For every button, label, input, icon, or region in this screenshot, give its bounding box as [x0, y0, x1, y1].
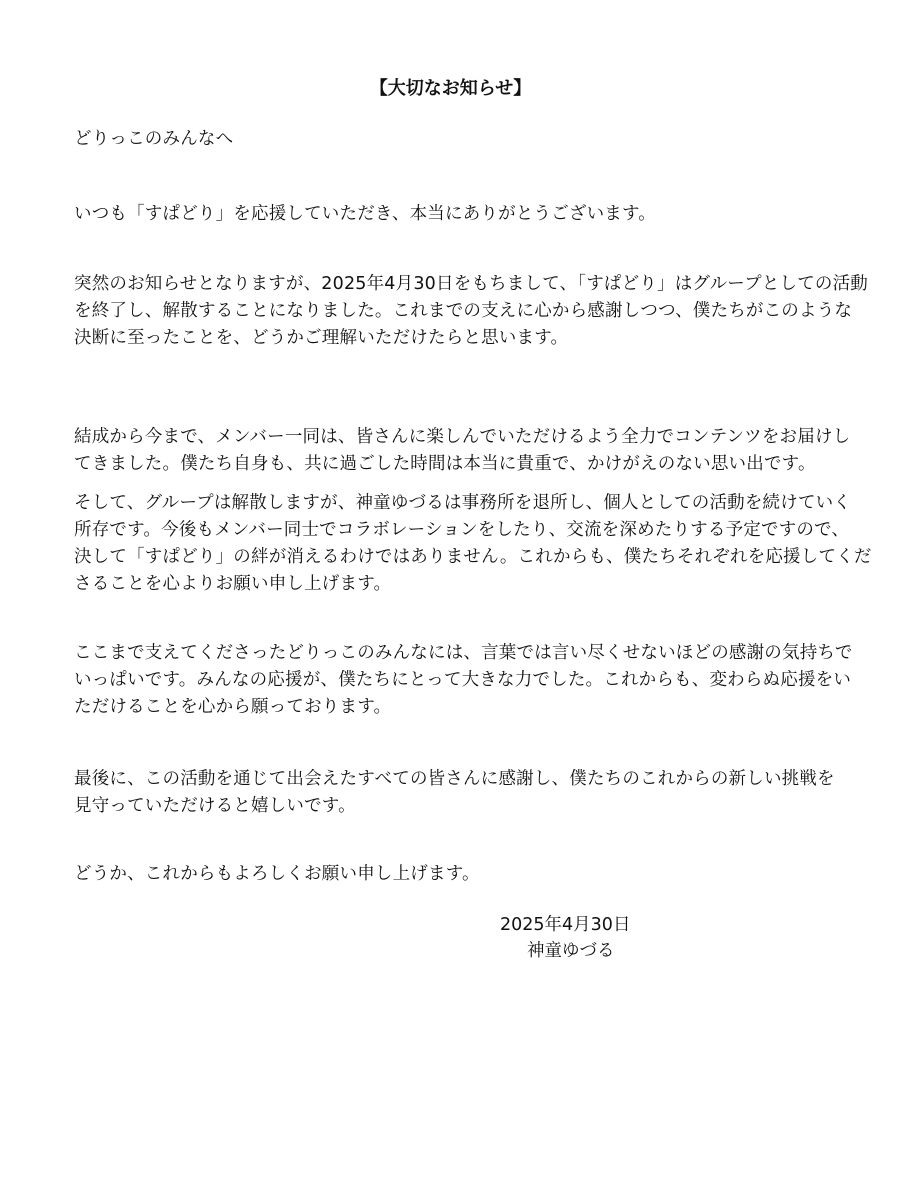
paragraph-line: ただけることを心から願っております。 — [74, 697, 392, 717]
paragraph-line: ここまで支えてくださったどりっこのみんなには、言葉では言い尽くせないほどの感謝の気持ちで — [74, 643, 853, 663]
paragraph-line: 決して「すぱどり」の絆が消えるわけではありません。これからも、僕たちそれぞれを応援してくだ — [74, 547, 872, 567]
paragraph-line: いっぱいです。みんなの応援が、僕たちにとって大きな力でした。これからも、変わらぬ応援をい — [74, 670, 852, 690]
paragraph-line: てきました。僕たち自身も、共に過ごした時間は本当に貴重で、かけがえのない思い出です。 — [74, 454, 816, 474]
paragraph-line: 見守っていただけると嬉しいです。 — [74, 796, 356, 816]
paragraph-line: 突然のお知らせとなりますが、2025年4月30日をもちまして、「すぱどり」はグループとしての活動 — [74, 274, 869, 294]
paragraph-line: 結成から今まで、メンバー一同は、皆さんに楽しんでいただけるよう全力でコンテンツをお届けし — [74, 427, 851, 447]
paragraph-line: 決断に至ったことを、どうかご理解いただけたらと思います。 — [74, 328, 569, 348]
paragraph-line: を終了し、解散することになりました。これまでの支えに心から感謝しつつ、僕たちがこのような — [74, 301, 853, 321]
signature-date: 2025年4月30日 — [500, 915, 631, 935]
paragraph-line: どうか、これからもよろしくお願い申し上げます。 — [74, 864, 480, 884]
document-title: 【大切なお知らせ】 — [369, 78, 532, 99]
greeting: どりっこのみんなへ — [74, 129, 234, 149]
paragraph-line: さることを心よりお願い申し上げます。 — [74, 574, 392, 594]
paragraph-line: 最後に、この活動を通じて出会えたすべての皆さんに感謝し、僕たちのこれからの新しい挑戦を — [74, 769, 835, 789]
paragraph-line: そして、グループは解散しますが、神童ゆづるは事務所を退所し、個人としての活動を続けていく — [74, 493, 852, 513]
signature-name: 神童ゆづる — [527, 941, 615, 961]
paragraph-line: いつも「すぱどり」を応援していただき、本当にありがとうございます。 — [74, 204, 656, 224]
paragraph-line: 所存です。今後もメンバー同士でコラボレーションをしたり、交流を深めたりする予定ですので、 — [74, 520, 850, 540]
